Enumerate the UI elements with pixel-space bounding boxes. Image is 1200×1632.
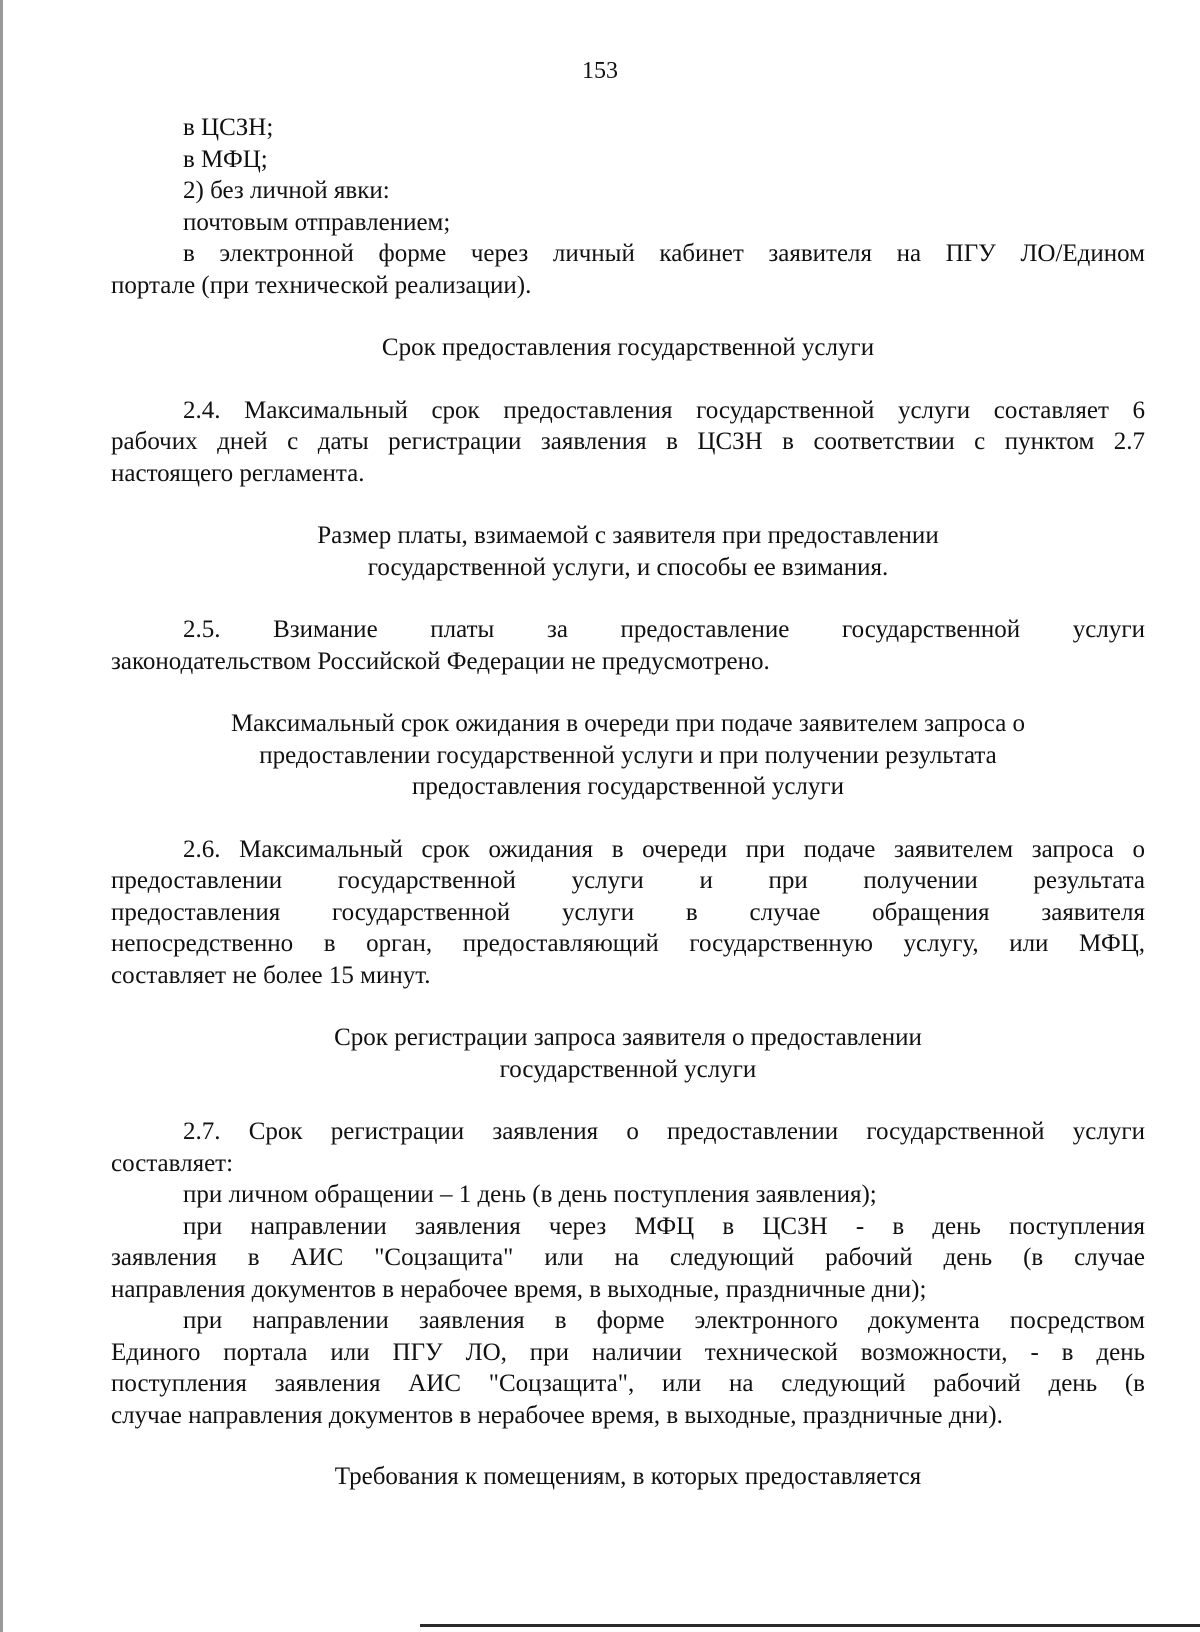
paragraph-2-7-line: при направлении заявления в форме электронного документа посредством xyxy=(183,1307,1145,1334)
text-line: почтовым отправлением; xyxy=(183,208,451,236)
spacer xyxy=(111,677,1145,708)
section-heading-fee-line: Размер платы, взимаемой с заявителя при предоставлении xyxy=(317,522,939,549)
section-heading-registration-line: государственной услуги xyxy=(499,1055,757,1083)
paragraph-2-6-line: 2.6. Максимальный срок ожидания в очереди при подаче заявителем запроса о xyxy=(183,835,1145,863)
paragraph-2-7-line: случае направления документов в нерабочее время, в выходные, праздничные дни). xyxy=(111,1401,1003,1429)
paragraph-2-4-line: настоящего регламента. xyxy=(111,459,365,487)
text-line: в ЦСЗН; xyxy=(183,114,274,141)
text-line: портале (при технической реализации). xyxy=(111,271,532,299)
spacer xyxy=(111,489,1145,520)
scan-edge-left xyxy=(0,0,3,1632)
paragraph-2-6-line: составляет не более 15 минут. xyxy=(111,961,431,989)
section-heading-registration-line: Срок регистрации запроса заявителя о предоставлении xyxy=(334,1024,922,1051)
paragraph-2-7-line: составляет: xyxy=(111,1149,234,1177)
section-heading-fee-line: государственной услуги, и способы ее взимания. xyxy=(367,553,889,581)
text-line: в электронной форме через личный кабинет заявителя на ПГУ ЛО/Едином xyxy=(183,240,1145,267)
spacer xyxy=(111,583,1145,614)
page-number: 153 xyxy=(582,58,618,84)
spacer xyxy=(111,991,1145,1022)
paragraph-2-7-line: при направлении заявления через МФЦ в ЦСЗН - в день поступления xyxy=(183,1212,1145,1240)
paragraph-2-7-line: заявления в АИС "Соцзащита" или на следующий рабочий день (в случае xyxy=(111,1244,1145,1271)
paragraph-2-4-line: 2.4. Максимальный срок предоставления государственной услуги составляет 6 xyxy=(183,396,1145,424)
text-line: 2) без личной явки: xyxy=(183,177,390,204)
section-heading-term: Срок предоставления государственной услуги xyxy=(381,334,875,361)
paragraph-2-6-line: предоставлении государственной услуги и при получении результата xyxy=(111,867,1145,894)
paragraph-2-4-line: рабочих дней с даты регистрации заявления в ЦСЗН в соответствии с пунктом 2.7 xyxy=(111,428,1145,455)
section-heading-queue-line: предоставлении государственной услуги и при получении результата xyxy=(259,741,997,769)
document-body xyxy=(111,112,1145,1493)
section-heading-queue-line: предоставления государственной услуги xyxy=(411,773,845,800)
paragraph-2-5-line: законодательством Российской Федерации не предусмотрено. xyxy=(111,647,770,675)
spacer xyxy=(111,364,1145,395)
paragraph-2-7-line: при личном обращении – 1 день (в день поступления заявления); xyxy=(183,1181,877,1208)
paragraph-2-5-line: 2.5. Взимание платы за предоставление государственной услуги xyxy=(183,616,1145,643)
scan-edge-bottom xyxy=(420,1624,1200,1627)
paragraph-2-6-line: непосредственно в орган, предоставляющий государственную услугу, или МФЦ, xyxy=(111,930,1145,957)
section-heading-premises: Требования к помещениям, в которых предоставляется xyxy=(334,1463,922,1490)
spacer xyxy=(111,803,1145,834)
paragraph-2-7-line: Единого портала или ПГУ ЛО, при наличии технической возможности, - в день xyxy=(111,1338,1145,1366)
spacer xyxy=(111,301,1145,332)
spacer xyxy=(111,1085,1145,1116)
paragraph-2-7-line: поступления заявления АИС "Соцзащита", или на следующий рабочий день (в xyxy=(111,1370,1145,1397)
paragraph-2-7-line: направления документов в нерабочее время, в выходные, праздничные дни); xyxy=(111,1275,927,1303)
text-line: в МФЦ; xyxy=(183,145,268,173)
paragraph-2-6-line: предоставления государственной услуги в случае обращения заявителя xyxy=(111,898,1145,926)
paragraph-2-7-line: 2.7. Срок регистрации заявления о предоставлении государственной услуги xyxy=(183,1118,1145,1145)
spacer xyxy=(111,1431,1145,1461)
section-heading-queue-line: Максимальный срок ожидания в очереди при подаче заявителем запроса о xyxy=(230,710,1026,737)
